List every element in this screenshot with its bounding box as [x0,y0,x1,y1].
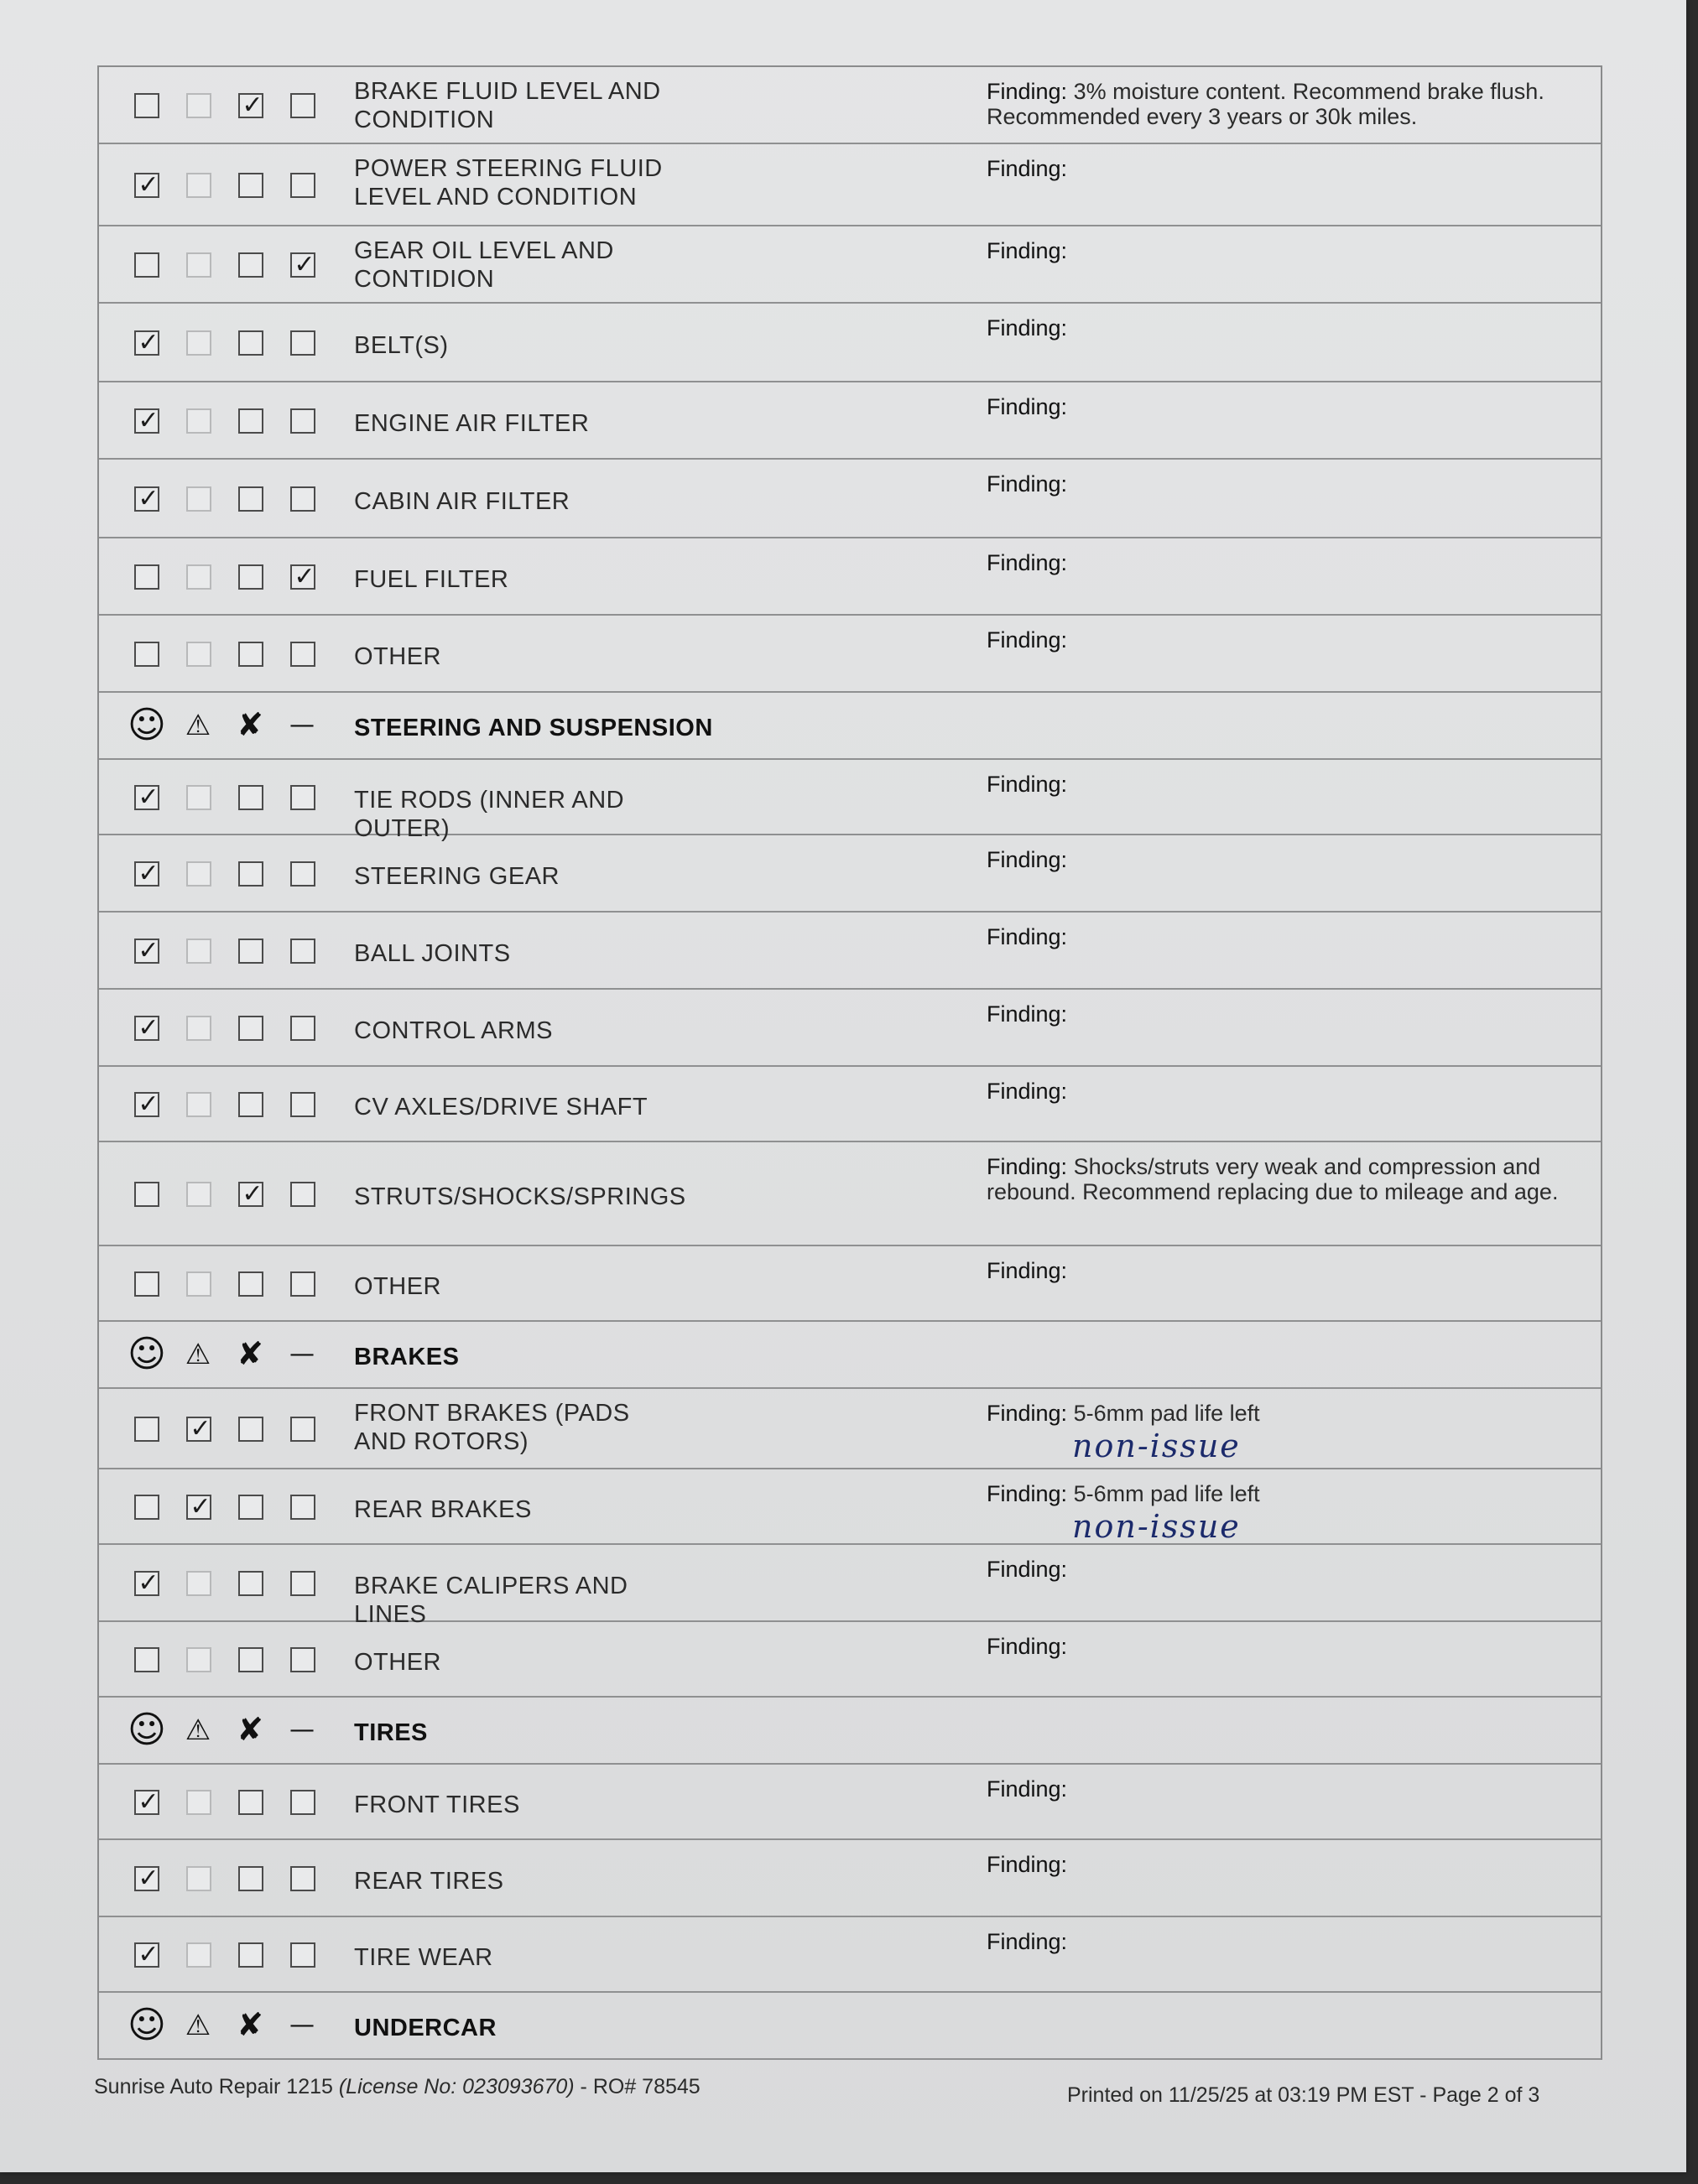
finding-label: Finding: [987,1258,1068,1283]
inspection-row [99,304,1601,382]
inspection-row [99,538,1601,616]
warning-checkbox[interactable] [186,1182,211,1207]
ok-checkbox[interactable] [134,1647,159,1672]
inspection-row [99,1246,1601,1322]
inspection-row [99,382,1601,460]
warning-checkbox[interactable] [186,1790,211,1815]
section-header [99,693,1601,760]
inspection-row [99,460,1601,538]
checkmark-icon: ✓ [242,1179,263,1209]
section-title: STEERING AND SUSPENSION [354,715,713,741]
ok-checkbox[interactable] [134,861,159,887]
warning-icon: ⚠ [185,708,211,742]
dash-icon: — [289,710,315,741]
na-checkbox[interactable] [290,1016,315,1041]
na-checkbox[interactable] [290,1417,315,1442]
handwritten-note: non-issue [1072,1508,1241,1545]
finding-label: Finding: [987,1401,1068,1426]
item-label: FRONT BRAKES (PADS AND ROTORS) [354,1400,630,1455]
item-label: TIRE WEAR [354,1944,493,1971]
inspection-row [99,1917,1601,1993]
checkmark-icon: ✓ [138,936,159,965]
inspection-row [99,1389,1601,1469]
checkmark-icon: ✓ [242,91,263,120]
finding-label: Finding: [987,1929,1068,1954]
finding-label: Finding: [987,1634,1068,1659]
fail-checkbox[interactable] [238,642,263,667]
warning-checkbox[interactable] [186,1092,211,1117]
finding-field [987,1634,1591,1659]
fail-checkbox[interactable] [238,252,263,278]
item-label: POWER STEERING FLUID LEVEL AND CONDITION [354,155,663,211]
warning-checkbox[interactable] [186,861,211,887]
item-label: BRAKE CALIPERS AND LINES [354,1573,628,1628]
finding-label: Finding: [987,1001,1068,1027]
checkmark-icon: ✓ [138,1864,159,1893]
na-checkbox[interactable] [290,93,315,118]
inspection-row [99,226,1601,304]
item-label: REAR BRAKES [354,1496,532,1523]
checkmark-icon: ✓ [138,1940,159,1969]
handwritten-note: non-issue [1072,1427,1241,1464]
fail-checkbox[interactable] [238,1495,263,1520]
finding-field [987,1929,1591,1954]
finding-field [987,79,1591,129]
checkmark-icon: ✓ [294,250,315,279]
finding-label: Finding: [987,471,1068,497]
section-title: UNDERCAR [354,2015,497,2041]
section-header [99,1993,1601,2060]
fail-checkbox[interactable] [238,1016,263,1041]
fail-checkbox[interactable] [238,785,263,810]
ok-checkbox[interactable] [134,1866,159,1891]
ok-checkbox[interactable] [134,1182,159,1207]
item-label: GEAR OIL LEVEL AND CONTIDION [354,237,614,293]
finding-field [987,238,1591,263]
finding-label: Finding: [987,627,1068,653]
warning-checkbox[interactable] [186,93,211,118]
smiley-icon: ☺ [128,703,166,746]
finding-text: 3% moisture content. Recommend brake flush. Recommended every 3 years or 30k miles. [987,79,1544,129]
na-checkbox[interactable] [290,252,315,278]
inspection-row [99,67,1601,144]
ok-checkbox[interactable] [134,1417,159,1442]
checkmark-icon: ✓ [138,859,159,888]
finding-label: Finding: [987,772,1068,797]
finding-field [987,1557,1591,1582]
warning-checkbox[interactable] [186,1942,211,1968]
finding-field [987,1079,1591,1104]
inspection-row [99,144,1601,226]
finding-label: Finding: [987,847,1068,872]
na-checkbox[interactable] [290,1790,315,1815]
fail-checkbox[interactable] [238,1417,263,1442]
smiley-icon: ☺ [128,2003,166,2046]
finding-field [987,924,1591,949]
fail-checkbox[interactable] [238,1647,263,1672]
na-checkbox[interactable] [290,1571,315,1596]
finding-field [987,627,1591,653]
ok-checkbox[interactable] [134,1942,159,1968]
item-label: BRAKE FLUID LEVEL AND CONDITION [354,78,661,133]
item-label: OTHER [354,1649,441,1676]
license-number: (License No: 023093670) [338,2075,575,2098]
checkmark-icon: ✓ [138,783,159,812]
na-checkbox[interactable] [290,642,315,667]
na-checkbox[interactable] [290,861,315,887]
na-checkbox[interactable] [290,1495,315,1520]
na-checkbox[interactable] [290,408,315,434]
x-mark-icon: ✘ [237,1711,263,1749]
fail-checkbox[interactable] [238,1866,263,1891]
fail-checkbox[interactable] [238,939,263,964]
na-checkbox[interactable] [290,1092,315,1117]
inspection-row [99,760,1601,842]
na-checkbox[interactable] [290,1866,315,1891]
item-label: BALL JOINTS [354,940,511,967]
ok-checkbox[interactable] [134,1568,159,1598]
fail-checkbox[interactable] [238,1571,263,1596]
inspection-row [99,913,1601,990]
finding-label: Finding: [987,79,1068,104]
fail-checkbox[interactable] [238,408,263,434]
checkmark-icon: ✓ [190,1414,211,1443]
warning-checkbox[interactable] [186,1492,211,1521]
item-label: OTHER [354,1273,441,1300]
warning-checkbox[interactable] [186,642,211,667]
footer-shop-info [94,2075,701,2099]
section-title: BRAKES [354,1344,460,1370]
warning-icon: ⚠ [185,2008,211,2042]
checkmark-icon: ✓ [138,1568,159,1598]
finding-label: Finding: [987,1852,1068,1877]
finding-field [987,394,1591,419]
ok-checkbox[interactable] [134,785,159,810]
inspection-row [99,1142,1601,1246]
warning-checkbox[interactable] [186,486,211,512]
na-checkbox[interactable] [290,330,315,356]
finding-label: Finding: [987,315,1068,341]
na-checkbox[interactable] [290,486,315,512]
ok-checkbox[interactable] [134,936,159,965]
inspection-row [99,1469,1601,1545]
finding-field [987,1001,1591,1027]
ok-checkbox[interactable] [134,1271,159,1297]
fail-checkbox[interactable] [238,1790,263,1815]
item-label: BELT(S) [354,332,449,359]
item-label: CABIN AIR FILTER [354,488,570,515]
section-header [99,1322,1601,1389]
item-label: STRUTS/SHOCKS/SPRINGS [354,1183,686,1210]
checkmark-icon: ✓ [138,1089,159,1119]
x-mark-icon: ✘ [237,2006,263,2044]
finding-text: Shocks/struts very weak and compression and rebound. Recommend replacing due to mileage and age. [987,1154,1559,1204]
fail-checkbox[interactable] [238,1092,263,1117]
item-label: FRONT TIRES [354,1791,520,1818]
na-checkbox[interactable] [290,1182,315,1207]
finding-label: Finding: [987,1481,1068,1506]
na-checkbox[interactable] [290,939,315,964]
repair-order-number: - RO# 78545 [574,2075,701,2098]
x-mark-icon: ✘ [237,706,263,744]
warning-icon: ⚠ [185,1713,211,1747]
ok-checkbox[interactable] [134,1013,159,1043]
fail-checkbox[interactable] [238,861,263,887]
dash-icon: — [289,2010,315,2041]
warning-checkbox[interactable] [186,1866,211,1891]
fail-checkbox[interactable] [238,1942,263,1968]
finding-field [987,471,1591,497]
fail-checkbox[interactable] [238,564,263,590]
inspection-row [99,1622,1601,1698]
warning-checkbox[interactable] [186,1016,211,1041]
ok-checkbox[interactable] [134,408,159,434]
inspection-row [99,1840,1601,1917]
warning-checkbox[interactable] [186,939,211,964]
item-label: CV AXLES/DRIVE SHAFT [354,1094,648,1121]
item-label: ENGINE AIR FILTER [354,410,590,437]
finding-field [987,772,1591,797]
warning-checkbox[interactable] [186,408,211,434]
fail-checkbox[interactable] [238,93,263,118]
section-title: TIRES [354,1719,428,1746]
ok-checkbox[interactable] [134,486,159,512]
item-label: REAR TIRES [354,1868,504,1895]
finding-label: Finding: [987,1557,1068,1582]
item-label: TIE RODS (INNER AND OUTER) [354,787,625,842]
inspection-row [99,835,1601,913]
finding-field [987,1154,1591,1204]
na-checkbox[interactable] [290,1271,315,1297]
item-label: OTHER [354,643,441,670]
checkmark-icon: ✓ [138,170,159,200]
finding-label: Finding: [987,1154,1068,1179]
ok-checkbox[interactable] [134,642,159,667]
finding-field [987,1481,1591,1506]
item-label: FUEL FILTER [354,566,509,593]
finding-label: Finding: [987,924,1068,949]
finding-field [987,1852,1591,1877]
inspection-row [99,1545,1601,1628]
warning-checkbox[interactable] [186,1647,211,1672]
ok-checkbox[interactable] [134,1495,159,1520]
warning-checkbox[interactable] [186,1271,211,1297]
checkmark-icon: ✓ [138,1013,159,1043]
warning-checkbox[interactable] [186,1414,211,1443]
ok-checkbox[interactable] [134,170,159,200]
dash-icon: — [289,1339,315,1370]
item-label: CONTROL ARMS [354,1017,553,1044]
fail-checkbox[interactable] [238,486,263,512]
ok-checkbox[interactable] [134,1089,159,1119]
item-label: STEERING GEAR [354,863,560,890]
warning-checkbox[interactable] [186,564,211,590]
smiley-icon: ☺ [128,1332,166,1375]
checkmark-icon: ✓ [138,328,159,357]
inspection-row [99,1765,1601,1840]
smiley-icon: ☺ [128,1708,166,1751]
footer-printed-info: Printed on 11/25/25 at 03:19 PM EST - Page 2 of 3 [1067,2083,1540,2107]
finding-field [987,1776,1591,1802]
na-checkbox[interactable] [290,173,315,198]
shop-name: Sunrise Auto Repair 1215 [94,2075,339,2098]
checkmark-icon: ✓ [138,1787,159,1817]
na-checkbox[interactable] [290,564,315,590]
finding-field [987,847,1591,872]
fail-checkbox[interactable] [238,173,263,198]
warning-checkbox[interactable] [186,1571,211,1596]
finding-label: Finding: [987,1079,1068,1104]
dash-icon: — [289,1715,315,1745]
ok-checkbox[interactable] [134,252,159,278]
finding-field [987,156,1591,181]
finding-label: Finding: [987,1776,1068,1802]
finding-field [987,550,1591,575]
fail-checkbox[interactable] [238,330,263,356]
ok-checkbox[interactable] [134,564,159,590]
warning-checkbox[interactable] [186,252,211,278]
checkmark-icon: ✓ [190,1492,211,1521]
ok-checkbox[interactable] [134,330,159,356]
finding-field [987,1258,1591,1283]
inspection-row [99,990,1601,1067]
finding-field [987,1401,1591,1426]
section-header [99,1698,1601,1765]
x-mark-icon: ✘ [237,1335,263,1373]
ok-checkbox[interactable] [134,1787,159,1817]
inspection-table [97,65,1602,2060]
inspection-row [99,1067,1601,1142]
finding-label: Finding: [987,550,1068,575]
fail-checkbox[interactable] [238,1179,263,1209]
finding-field [987,315,1591,341]
checkmark-icon: ✓ [294,562,315,591]
finding-text: 5-6mm pad life left [1067,1481,1260,1506]
na-checkbox[interactable] [290,1942,315,1968]
warning-icon: ⚠ [185,1337,211,1371]
finding-text: 5-6mm pad life left [1067,1401,1260,1426]
finding-label: Finding: [987,156,1068,181]
na-checkbox[interactable] [290,785,315,810]
na-checkbox[interactable] [290,1647,315,1672]
warning-checkbox[interactable] [186,173,211,198]
ok-checkbox[interactable] [134,93,159,118]
warning-checkbox[interactable] [186,785,211,810]
checkmark-icon: ✓ [138,406,159,435]
checkmark-icon: ✓ [138,484,159,513]
finding-label: Finding: [987,238,1068,263]
finding-label: Finding: [987,394,1068,419]
fail-checkbox[interactable] [238,1271,263,1297]
inspection-row [99,616,1601,693]
warning-checkbox[interactable] [186,330,211,356]
